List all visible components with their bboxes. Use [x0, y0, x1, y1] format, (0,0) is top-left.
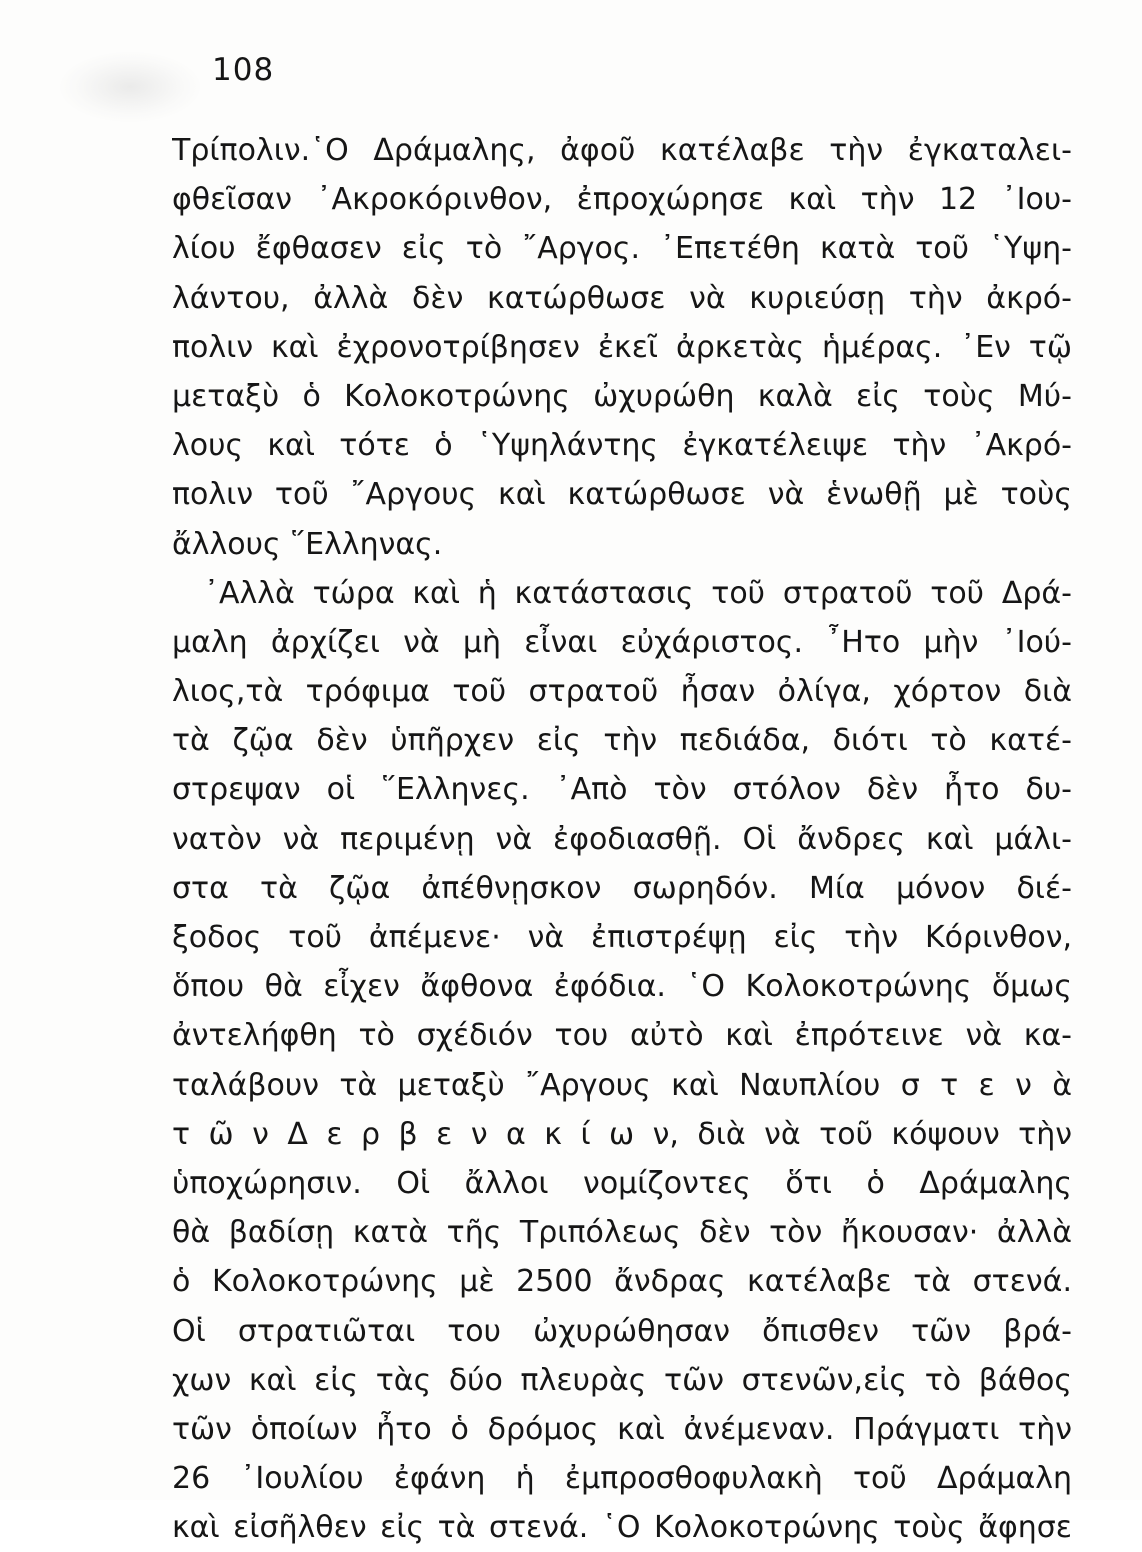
text-line: καὶ εἰσῆλθεν εἰς τὰ στενά. ῾Ο Κολοκοτρώνης τοὺς ἄφησε — [172, 1510, 1072, 1546]
text-line: θὰ βαδίσῃ κατὰ τῆς Τριπόλεως δὲν τὸν ἤκουσαν· ἀλλὰ — [172, 1215, 1072, 1251]
text-line: ξοδος τοῦ ἀπέμενε· νὰ ἐπιστρέψῃ εἰς τὴν Κόρινθον, — [172, 920, 1072, 955]
text-line: λους καὶ τότε ὁ ῾Υψηλάντης ἐγκατέλειψε τὴν ᾿Ακρό- — [172, 428, 1072, 464]
text-line: ὑποχώρησιν. Οἱ ἄλλοι νομίζοντες ὅτι ὁ Δράμαλης — [172, 1165, 1072, 1201]
text-line: λιος,τὰ τρόφιμα τοῦ στρατοῦ ἦσαν ὀλίγα, χόρτον διὰ — [172, 674, 1072, 710]
text-line: ταλάβουν τὰ μεταξὺ ῎Αργους καὶ Ναυπλίου σ τ ε ν ὰ — [172, 1067, 1072, 1103]
text-line: τῶν ὁποίων ἦτο ὁ δρόμος καὶ ἀνέμεναν. Πράγματι τὴν — [172, 1411, 1072, 1447]
text-line: ᾿Αλλὰ τώρα καὶ ἡ κατάστασις τοῦ στρατοῦ τοῦ Δρά- — [204, 575, 1072, 611]
page-smudge — [60, 52, 200, 122]
text-line: ἄλλους ῞Ελληνας. — [172, 526, 443, 562]
text-line: Οἱ στρατιῶται του ὠχυρώθησαν ὄπισθεν τῶν βρά- — [172, 1313, 1072, 1349]
text-line: ἀντελήφθη τὸ σχέδιόν του αὐτὸ καὶ ἐπρότεινε νὰ κα- — [172, 1018, 1072, 1054]
text-line: φθεῖσαν ᾿Ακροκόρινθον, ἐπροχώρησε καὶ τὴν 12 ᾿Ιου- — [172, 182, 1072, 218]
text-line: τὰ ζῷα δὲν ὑπῆρχεν εἰς τὴν πεδιάδα, διότι τὸ κατέ- — [172, 723, 1072, 759]
body-text — [172, 126, 1072, 1552]
text-line: λάντου, ἀλλὰ δὲν κατώρθωσε νὰ κυριεύσῃ τὴν ἀκρό- — [172, 280, 1072, 316]
text-line: χων καὶ εἰς τὰς δύο πλευρὰς τῶν στενῶν,εἰς τὸ βάθος — [172, 1362, 1072, 1398]
text-line: ὅπου θὰ εἶχεν ἄφθονα ἐφόδια. ῾Ο Κολοκοτρώνης ὅμως — [172, 969, 1072, 1005]
text-line: στρεψαν οἱ ῞Ελληνες. ᾿Απὸ τὸν στόλον δὲν ἦτο δυ- — [172, 772, 1072, 808]
text-line: στα τὰ ζῷα ἀπέθνῃσκον σωρηδόν. Μία μόνον διέ- — [172, 870, 1072, 906]
text-line: ὁ Κολοκοτρώνης μὲ 2500 ἄνδρας κατέλαβε τὰ στενά. — [172, 1264, 1072, 1300]
text-line: Τρίπολιν.῾Ο Δράμαλης, ἀφοῦ κατέλαβε τὴν ἐγκαταλει- — [172, 133, 1072, 168]
text-line: μαλη ἀρχίζει νὰ μὴ εἶναι εὐχάριστος. ῏Ητο μὴν ᾿Ιού- — [172, 624, 1072, 660]
text-line: τ ῶ ν Δ ε ρ β ε ν α κ ί ω ν, διὰ νὰ τοῦ κόψουν τὴν — [172, 1116, 1072, 1152]
page-number: 108 — [212, 52, 275, 88]
text-line: πολιν καὶ ἐχρονοτρίβησεν ἐκεῖ ἀρκετὰς ἡμέρας. ᾿Εν τῷ — [172, 329, 1072, 365]
text-line: μεταξὺ ὁ Κολοκοτρώνης ὠχυρώθη καλὰ εἰς τοὺς Μύ- — [172, 378, 1072, 414]
text-line: 26 ᾿Ιουλίου ἐφάνη ἡ ἐμπροσθοφυλακὴ τοῦ Δράμαλη — [172, 1461, 1072, 1497]
text-line: νατὸν νὰ περιμένῃ νὰ ἐφοδιασθῇ. Οἱ ἄνδρες καὶ μάλι- — [172, 821, 1072, 857]
text-line: πολιν τοῦ ῎Αργους καὶ κατώρθωσε νὰ ἑνωθῇ μὲ τοὺς — [172, 477, 1072, 513]
text-line: λίου ἔφθασεν εἰς τὸ ῎Αργος. ᾿Επετέθη κατὰ τοῦ ῾Υψη- — [172, 231, 1072, 267]
